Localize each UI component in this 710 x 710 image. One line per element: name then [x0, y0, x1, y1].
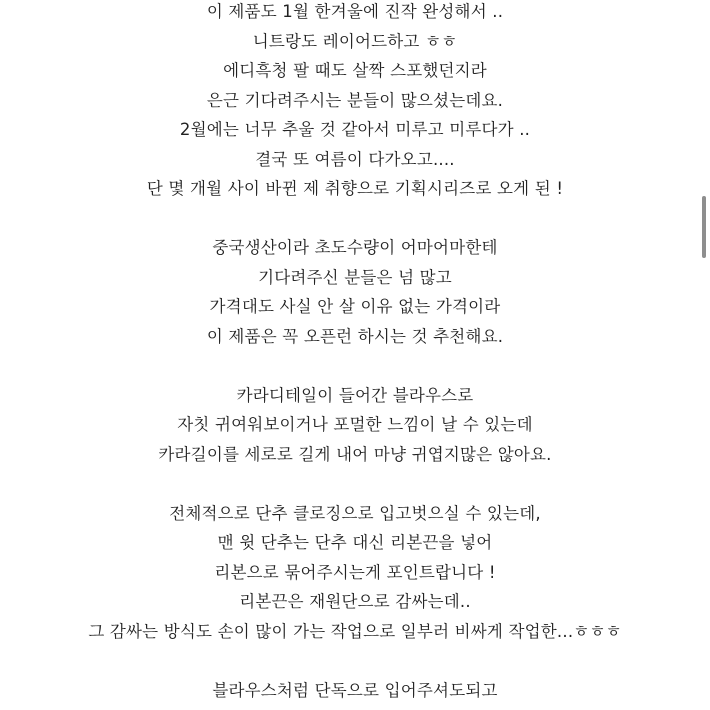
paragraph-spacer [0, 469, 710, 499]
text-line: 맨 윗 단추는 단추 대신 리본끈을 넣어 [217, 533, 493, 552]
paragraph-spacer [0, 204, 710, 234]
text-line: 에디흑청 팔 때도 살짝 스포했던지라 [223, 61, 487, 80]
text-line: 전체적으로 단추 클로징으로 입고벗으실 수 있는데, [169, 503, 541, 523]
text-line: 블라우스처럼 단독으로 입어주셔도되고 [212, 680, 498, 700]
text-line: 기다려주신 분들은 넘 많고 [258, 267, 452, 287]
text-line: 가격대도 사실 안 살 이유 없는 가격이라 [209, 297, 501, 316]
text-line: 이 제품도 1월 한겨울에 진작 완성해서 .. [206, 2, 504, 21]
text-line: 자칫 귀여워보이거나 포멀한 느낌이 날 수 있는데 [177, 415, 533, 434]
text-line: 그 감싸는 방식도 손이 많이 가는 작업으로 일부러 비싸게 작업한...ㅎㅎㅎ [88, 621, 622, 641]
text-line-cut-off [0, 705, 710, 710]
text-line: 카라길이를 세로로 길게 내어 마냥 귀엽지많은 않아요. [158, 444, 552, 464]
paragraph-spacer [0, 351, 710, 381]
text-line: 은근 기다려주시는 분들이 많으셨는데요. [206, 90, 504, 110]
text-line: 카라디테일이 들어간 블라우스로 [236, 385, 474, 405]
paragraph-spacer [0, 646, 710, 676]
text-line: 리본끈은 재원단으로 감싸는데.. [239, 592, 471, 611]
text-line: 2월에는 너무 추울 것 같아서 미루고 미루다가 .. [179, 120, 531, 139]
text-line: 단 몇 개월 사이 바뀐 제 취향으로 기획시리즈로 오게 된 ! [146, 179, 564, 198]
text-line: 리본으로 묶어주시는게 포인트랍니다 ! [214, 562, 496, 582]
text-line: 중국생산이라 초도수량이 어마어마한테 [212, 238, 498, 257]
vertical-scrollbar-thumb[interactable] [702, 196, 706, 258]
text-line: 결국 또 여름이 다가오고.... [255, 149, 455, 169]
text-line: 이 제품은 꼭 오픈런 하시는 것 추천해요. [206, 326, 504, 346]
text-line: 니트랑도 레이어드하고 ㅎㅎ [252, 31, 458, 51]
